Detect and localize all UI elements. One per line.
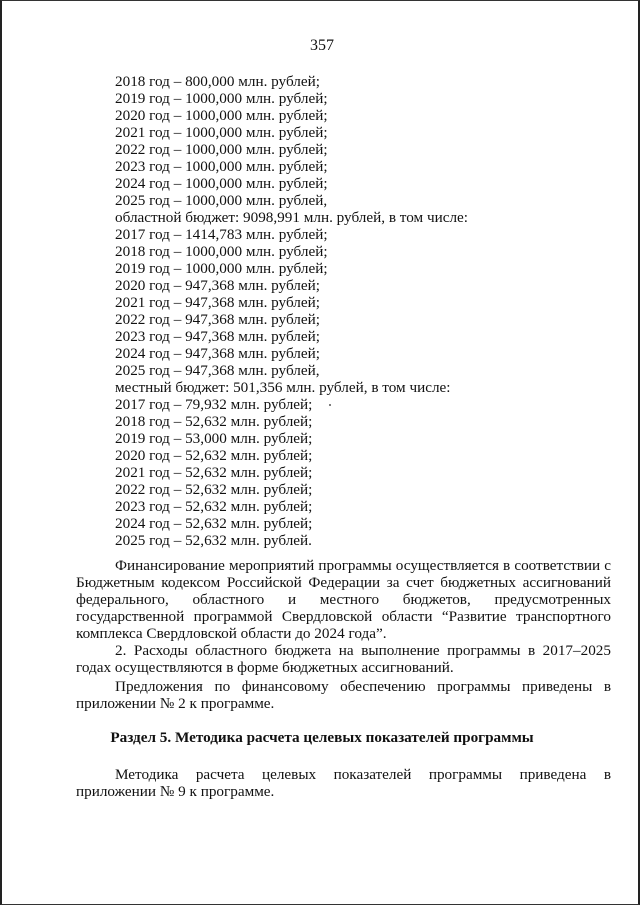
paragraph-financing: Финансирование мероприятий программы осуществляется в соответствии с Бюджетным кодексом Российской Федерации за счет бюджетных ассигнований федерального, областного и местного бюджетов, предусмотренных государственной программой Свердловской области “Развитие транспортного комплекса Свердловской области до 2024 года”.	[76, 557, 611, 642]
budget-line: 2025 год – 1000,000 млн. рублей,	[115, 192, 328, 209]
budget-line: 2024 год – 947,368 млн. рублей;	[115, 345, 320, 362]
budget-line: 2023 год – 1000,000 млн. рублей;	[115, 158, 328, 175]
budget-line: 2021 год – 1000,000 млн. рублей;	[115, 124, 328, 141]
budget-line: 2025 год – 52,632 млн. рублей.	[115, 532, 312, 549]
budget-line: 2020 год – 947,368 млн. рублей;	[115, 277, 320, 294]
budget-list	[115, 73, 468, 549]
budget-line: 2017 год – 79,932 млн. рублей;	[115, 396, 313, 413]
budget-line: 2024 год – 52,632 млн. рублей;	[115, 515, 313, 532]
budget-line: 2018 год – 52,632 млн. рублей;	[115, 413, 313, 430]
budget-line: 2021 год – 947,368 млн. рублей;	[115, 294, 320, 311]
budget-line: 2022 год – 947,368 млн. рублей;	[115, 311, 320, 328]
budget-line: 2020 год – 52,632 млн. рублей;	[115, 447, 313, 464]
budget-line: 2021 год – 52,632 млн. рублей;	[115, 464, 313, 481]
budget-line: 2018 год – 1000,000 млн. рублей;	[115, 243, 328, 260]
scan-speck	[329, 404, 331, 406]
budget-line: 2018 год – 800,000 млн. рублей;	[115, 73, 320, 90]
budget-line: 2022 год – 52,632 млн. рублей;	[115, 481, 313, 498]
budget-line: местный бюджет: 501,356 млн. рублей, в том числе:	[115, 379, 451, 396]
budget-line: 2019 год – 1000,000 млн. рублей;	[115, 260, 328, 277]
page-number: 357	[310, 37, 334, 54]
paragraph-proposals: Предложения по финансовому обеспечению программы приведены в приложении № 2 к программе.	[76, 678, 611, 712]
budget-line: 2025 год – 947,368 млн. рублей,	[115, 362, 320, 379]
budget-line: 2023 год – 947,368 млн. рублей;	[115, 328, 320, 345]
budget-line: областной бюджет: 9098,991 млн. рублей, в том числе:	[115, 209, 469, 226]
paragraph-method: Методика расчета целевых показателей программы приведена в приложении № 9 к программе.	[76, 766, 611, 800]
paragraph-expenses: 2. Расходы областного бюджета на выполнение программы в 2017–2025 годах осуществляются в форме бюджетных ассигнований.	[76, 642, 611, 676]
budget-line: 2019 год – 1000,000 млн. рублей;	[115, 90, 328, 107]
budget-line: 2019 год – 53,000 млн. рублей;	[115, 430, 313, 447]
budget-line: 2022 год – 1000,000 млн. рублей;	[115, 141, 328, 158]
budget-line: 2017 год – 1414,783 млн. рублей;	[115, 226, 328, 243]
budget-line: 2023 год – 52,632 млн. рублей;	[115, 498, 313, 515]
budget-line: 2024 год – 1000,000 млн. рублей;	[115, 175, 328, 192]
budget-line: 2020 год – 1000,000 млн. рублей;	[115, 107, 328, 124]
section-heading: Раздел 5. Методика расчета целевых показателей программы	[110, 729, 534, 746]
